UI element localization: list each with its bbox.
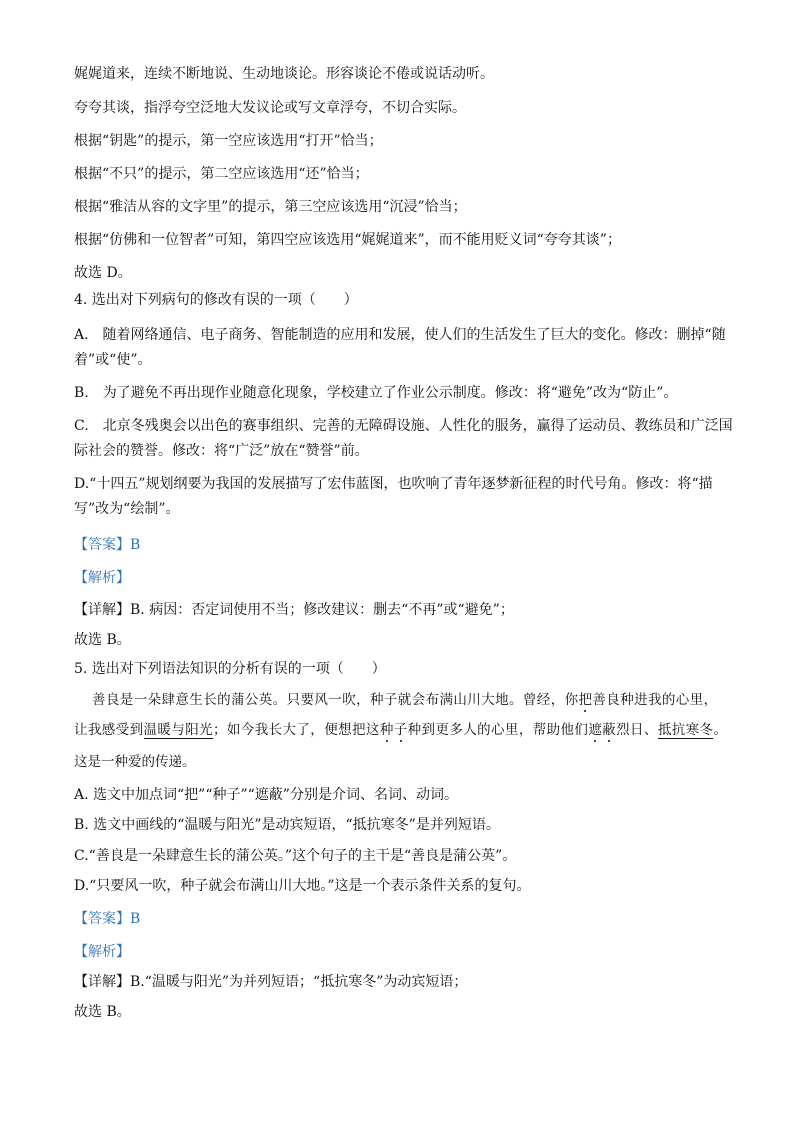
underlined-phrase: 抵抗寒冬 bbox=[657, 722, 714, 738]
passage-text: 。 bbox=[713, 722, 728, 738]
text-line: 根据“雅洁从容的文字里”的提示，第三空应该选用“沉浸”恰当； bbox=[74, 199, 467, 215]
text-line: 根据“不只”的提示，第二空应该选用“还”恰当； bbox=[74, 166, 369, 182]
q5-passage-line-2 bbox=[74, 720, 753, 740]
q4-option-b: B. 为了避免不再出现作业随意化现象，学校建立了作业公示制度。修改：将“避免”改为“防止”。 bbox=[74, 385, 678, 401]
passage-text: ；如今我长大了，便想把这 bbox=[213, 722, 380, 738]
text-line: 故选 D。 bbox=[74, 265, 132, 281]
q4-option-c-cont: 际社会的赞誉。修改：将“广泛”放在“赞誉”前。 bbox=[74, 443, 369, 459]
q4-option-a: A. 随着网络通信、电子商务、智能制造的应用和发展，使人们的生活发生了巨大的变化。修改：删掉“随 bbox=[74, 327, 726, 343]
q5-conclusion: 故选 B。 bbox=[74, 1004, 131, 1020]
passage-text: 种到更多人的心里，帮助他们 bbox=[407, 722, 589, 738]
dotted-word: 遮 bbox=[588, 722, 603, 738]
dotted-word: 蔽 bbox=[602, 722, 617, 738]
q5-passage-line-1 bbox=[92, 690, 753, 710]
text-line: 根据“仿佛和一位智者”可知，第四空应该选用“娓娓道来”，而不能用贬义词“夸夸其谈”； bbox=[74, 232, 621, 248]
q5-option-a: A. 选文中加点词“把”“种子”“遮蔽”分别是介词、名词、动词。 bbox=[74, 787, 458, 803]
q4-option-c: C. 北京冬残奥会以出色的赛事组织、完善的无障碍设施、人性化的服务，赢得了运动员、教练员和广泛国 bbox=[74, 418, 733, 434]
q5-option-b: B. 选文中画线的“温暖与阳光”是动宾短语，“抵抗寒冬”是并列短语。 bbox=[74, 817, 500, 833]
question-4-stem: 4. 选出对下列病句的修改有误的一项（ ） bbox=[74, 292, 358, 308]
q4-option-d: D.“十四五”规划纲要为我国的发展描写了宏伟蓝图，也吹响了青年逐梦新征程的时代号角。修改：将“描 bbox=[74, 476, 713, 492]
q4-answer bbox=[74, 535, 753, 555]
passage-text: 善良是一朵肆意生长的蒲公英。只要风一吹，种子就会布满山川大地。曾经，你 bbox=[92, 692, 579, 708]
question-5-stem: 5. 选出对下列语法知识的分析有误的一项（ ） bbox=[74, 661, 386, 677]
passage-text: 善良种进我的心里， bbox=[592, 692, 718, 708]
q5-answer: 【答案】B bbox=[74, 911, 141, 927]
dotted-word: 子 bbox=[393, 722, 408, 738]
passage-text: 烈日、 bbox=[616, 722, 658, 738]
q5-option-d: D.“只要风一吹，种子就会布满山川大地。”这是一个表示条件关系的复句。 bbox=[74, 878, 531, 894]
dotted-word: 种 bbox=[379, 722, 394, 738]
underlined-phrase: 温暖与阳光 bbox=[143, 722, 213, 738]
text-line: 根据“钥匙”的提示，第一空应该选用“打开”恰当； bbox=[74, 133, 383, 149]
answer-label: 【答案】B bbox=[74, 537, 141, 553]
q5-option-c: C.“善良是一朵肆意生长的蒲公英。”这个句子的主干是“善良是蒲公英”。 bbox=[74, 848, 517, 864]
q4-conclusion: 故选 B。 bbox=[74, 632, 131, 648]
text-line: 夸夸其谈，指浮夸空泛地大发议论或写文章浮夸，不切合实际。 bbox=[74, 100, 466, 116]
q5-detail: 【详解】B.“温暖与阳光”为并列短语；“抵抗寒冬”为动宾短语； bbox=[74, 974, 468, 990]
q5-analysis-label: 【解析】 bbox=[74, 944, 130, 960]
q4-option-a-cont: 着”或“使”。 bbox=[74, 352, 152, 368]
q5-passage-line-3: 这是一种爱的传递。 bbox=[74, 754, 196, 770]
q4-detail: 【详解】B. 病因：否定词使用不当；修改建议：删去“不再”或“避免”； bbox=[74, 602, 514, 618]
q4-analysis-label: 【解析】 bbox=[74, 570, 130, 586]
text-line: 娓娓道来，连续不断地说、生动地谈论。形容谈论不倦或说话动听。 bbox=[74, 66, 494, 82]
q4-option-d-cont: 写”改为“绘制”。 bbox=[74, 501, 180, 517]
passage-text: 让我感受到 bbox=[74, 722, 144, 738]
dotted-word: 把 bbox=[578, 692, 593, 708]
